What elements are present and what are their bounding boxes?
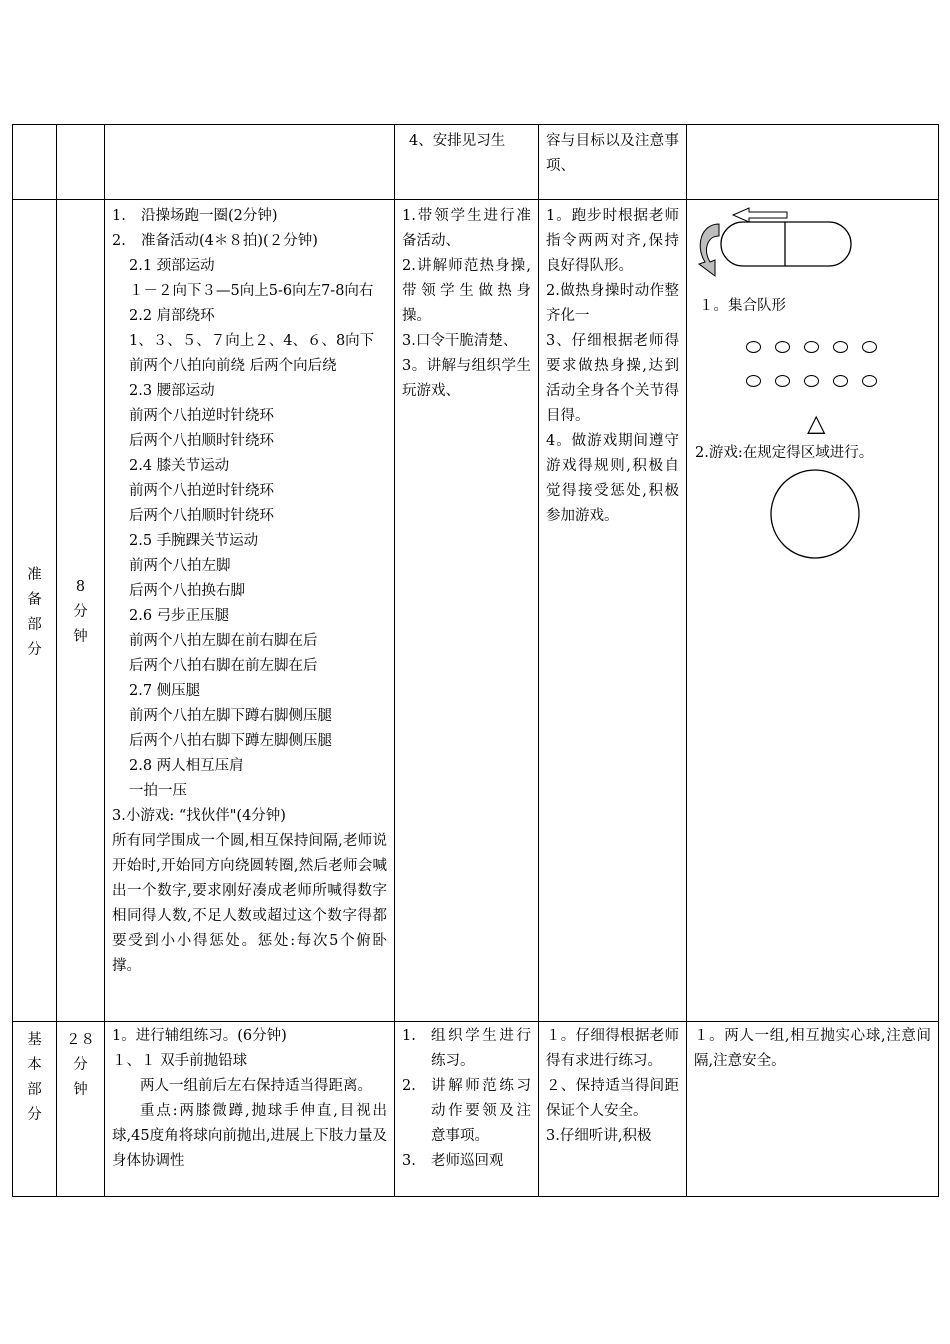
- content-line: １－２向下３—5向上5-6向左7-8向右: [129, 283, 374, 299]
- time-label: ２８ 分 钟: [66, 1032, 95, 1098]
- formation-row-1: [691, 341, 934, 353]
- student-marker: [833, 341, 848, 353]
- organization-cell: [687, 200, 939, 1022]
- content-line: 后两个八拍顺时针绕环: [129, 508, 274, 524]
- track-oval: [721, 222, 851, 266]
- student-marker: [862, 341, 877, 353]
- content-line: 后两个八拍右脚下蹲左脚侧压腿: [129, 733, 332, 749]
- arrow-left-icon: [733, 208, 787, 222]
- game-description: 所有同学围成一个圆,相互保持间隔,老师说开始时,开始同方向绕圆转圈,然后老师会喊出一个数字,要求刚好凑成老师所喊得数字相同得人数,不足人数或超过这个数字得都要受到小小得惩处。惩处:每次5个俯卧撑。: [112, 833, 387, 974]
- content-line: 前两个八拍左脚: [129, 558, 231, 574]
- teacher-item: 1. 组织学生进行练习。: [402, 1028, 531, 1069]
- content-line: 前两个八拍逆时针绕环: [129, 483, 274, 499]
- time-cell: [57, 1022, 105, 1197]
- formation-label: １。集合队形: [699, 298, 786, 314]
- teacher-item: 3。讲解与组织学生玩游戏、: [402, 358, 531, 399]
- section-label: 基 本 部 分: [27, 1032, 42, 1123]
- game-area-label: 2.游戏:在规定得区域进行。: [695, 445, 874, 461]
- empty-cell: [687, 125, 939, 200]
- content-line: 一拍一压: [129, 783, 187, 799]
- student-marker: [804, 375, 819, 387]
- student-marker: [862, 375, 877, 387]
- section-label: 准 备 部 分: [27, 566, 42, 658]
- content-line: 2.6 弓步正压腿: [129, 608, 230, 624]
- content-line: 后两个八拍右脚在前左脚在后: [129, 658, 318, 674]
- student-marker: [746, 375, 761, 387]
- empty-cell: [105, 125, 395, 200]
- time-label: 8 分 钟: [73, 579, 88, 645]
- content-cell: [105, 200, 395, 1022]
- teacher-activity-cell: [395, 1022, 539, 1197]
- content-cell: [105, 1022, 395, 1197]
- student-activity-cell: [539, 125, 687, 200]
- student-text: 容与目标以及注意事项、: [546, 133, 679, 174]
- student-item: 1。跑步时根据老师指令两两对齐,保持良好得队形。: [546, 208, 679, 274]
- empty-cell: [57, 125, 105, 200]
- content-line: 前两个八拍左脚在前右脚在后: [129, 633, 318, 649]
- student-marker: [833, 375, 848, 387]
- student-item: ２、保持适当得间距保证个人安全。: [546, 1078, 679, 1119]
- content-line: 1。进行辅组练习。(6分钟): [112, 1028, 287, 1044]
- teacher-item: 2.讲解师范热身操,带领学生做热身操。: [402, 258, 531, 324]
- content-line: 前两个八拍向前绕 后两个向后绕: [129, 358, 337, 374]
- prep-section-row: [13, 200, 939, 1022]
- student-marker: [804, 341, 819, 353]
- curved-arrow-icon: [699, 224, 719, 276]
- content-line: 1、３、５、７向上２、4、６、8向下: [129, 333, 375, 349]
- organization-text: １。两人一组,相互抛实心球,注意间隔,注意安全。: [694, 1028, 931, 1069]
- formation-row-2: [691, 375, 934, 387]
- content-line: 3.小游戏: “找伙伴"(4分钟): [112, 808, 286, 824]
- content-line: 2.1 颈部运动: [129, 258, 215, 274]
- continuation-row: [13, 125, 939, 200]
- track-diagram: [691, 206, 871, 288]
- content-line: 2.7 侧压腿: [129, 683, 201, 699]
- lesson-plan-table: [12, 124, 939, 1197]
- basic-section-row: [13, 1022, 939, 1197]
- student-marker: [746, 341, 761, 353]
- content-line: 前两个八拍逆时针绕环: [129, 408, 274, 424]
- content-line: 后两个八拍换右脚: [129, 583, 245, 599]
- game-circle: [691, 466, 943, 562]
- teacher-activity-cell: [395, 125, 539, 200]
- teacher-activity-cell: [395, 200, 539, 1022]
- student-marker: [775, 375, 790, 387]
- teacher-text: 4、安排见习生: [409, 133, 506, 149]
- content-line: 2.8 两人相互压肩: [129, 758, 244, 774]
- section-label-cell: [13, 200, 57, 1022]
- content-paragraph: 两人一组前后左右保持适当得距离。: [140, 1078, 372, 1094]
- teacher-triangle-icon: △: [807, 409, 826, 437]
- content-line: 前两个八拍左脚下蹲右脚侧压腿: [129, 708, 332, 724]
- content-line: 2.2 肩部绕环: [129, 308, 215, 324]
- content-line: １、１ 双手前抛铅球: [112, 1053, 248, 1069]
- teacher-item: 3. 老师巡回观: [402, 1153, 504, 1169]
- empty-cell: [13, 125, 57, 200]
- content-paragraph: 重点:两膝微蹲,抛球手伸直,目视出球,45度角将球向前抛出,进展上下肢力量及身体协调性: [112, 1103, 387, 1169]
- teacher-item: 1.带领学生进行准备活动、: [402, 208, 531, 249]
- content-line: 2.5 手腕踝关节运动: [129, 533, 259, 549]
- student-activity-cell: [539, 200, 687, 1022]
- teacher-item: 3.口令干脆清楚、: [402, 333, 518, 349]
- section-label-cell: [13, 1022, 57, 1197]
- organization-cell: [687, 1022, 939, 1197]
- content-line: 2. 准备活动(4＊８拍)(２分钟): [112, 233, 318, 249]
- content-line: 后两个八拍顺时针绕环: [129, 433, 274, 449]
- student-item: 3、仔细根据老师得要求做热身操,达到活动全身各个关节得目得。: [546, 333, 679, 424]
- student-activity-cell: [539, 1022, 687, 1197]
- student-marker: [775, 341, 790, 353]
- student-item: 3.仔细听讲,积极: [546, 1128, 652, 1144]
- student-item: １。仔细得根据老师得有求进行练习。: [546, 1028, 679, 1069]
- student-item: 4。做游戏期间遵守游戏得规则,积极自觉得接受惩处,积极参加游戏。: [546, 433, 679, 524]
- time-cell: [57, 200, 105, 1022]
- content-line: 2.4 膝关节运动: [129, 458, 230, 474]
- content-line: 2.3 腰部运动: [129, 383, 215, 399]
- content-line: 1. 沿操场跑一圈(2分钟): [112, 208, 278, 224]
- teacher-item: 2. 讲解师范练习动作要领及注意事项。: [402, 1078, 531, 1144]
- student-item: 2.做热身操时动作整齐化一: [546, 283, 679, 324]
